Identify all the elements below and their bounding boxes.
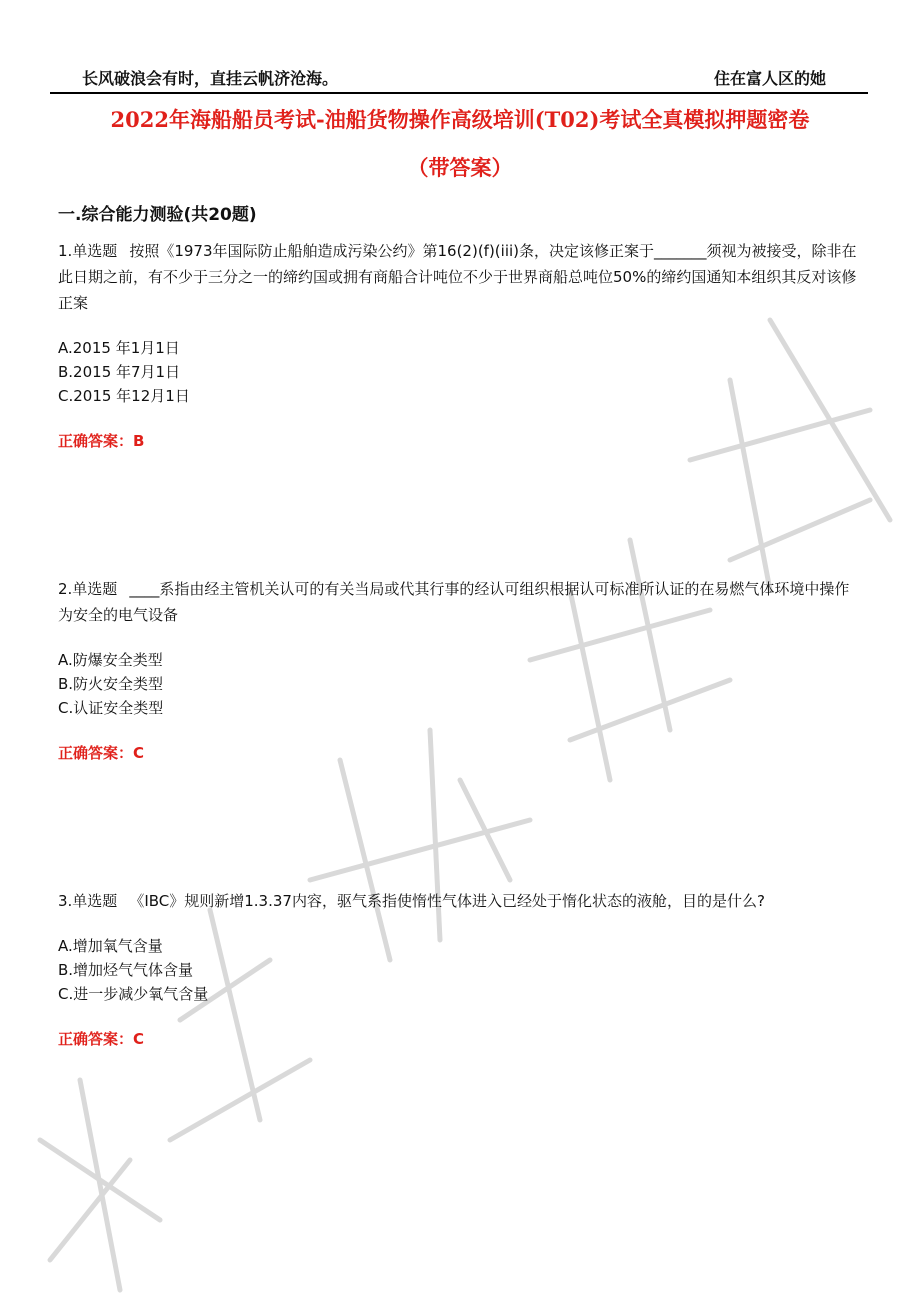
question-stem <box>58 576 864 628</box>
question-2 <box>58 576 864 766</box>
option-c: C.认证安全类型 <box>58 699 164 717</box>
answer-value: B <box>133 432 145 450</box>
section-heading: 一.综合能力测验(共20题) <box>58 205 257 225</box>
question-stem <box>58 238 864 316</box>
header-divider <box>50 92 868 94</box>
option-list <box>58 648 864 720</box>
question-number: 3.单选题 <box>58 892 118 910</box>
option-c: C.2015 年12月1日 <box>58 387 190 405</box>
question-3 <box>58 888 864 1052</box>
answer-value: C <box>133 744 145 762</box>
option-list <box>58 336 864 408</box>
answer-value: C <box>133 1030 145 1048</box>
option-b: B.2015 年7月1日 <box>58 363 181 381</box>
question-text: 按照《1973年国际防止船舶造成污染公约》第16(2)(f)(iii)条，决定该修正案于_______须视为被接受，除非在此日期之前，有不少于三分之一的缔约国或拥有商船合计吨位不少于世界商船总吨位50%的缔约国通知本组织其反对该修正案 <box>58 242 857 312</box>
option-c: C.进一步减少氧气含量 <box>58 985 209 1003</box>
option-b: B.防火安全类型 <box>58 675 164 693</box>
question-stem <box>58 888 864 914</box>
page-subtitle: （带答案） <box>407 155 513 180</box>
question-number: 1.单选题 <box>58 242 118 260</box>
correct-answer <box>58 740 864 766</box>
question-text: ____系指由经主管机关认可的有关当局或代其行事的经认可组织根据认可标准所认证的在易燃气体环境中操作为安全的电气设备 <box>58 580 850 624</box>
question-number: 2.单选题 <box>58 580 118 598</box>
correct-answer <box>58 428 864 454</box>
answer-label: 正确答案： <box>58 1030 134 1048</box>
option-b: B.增加烃气气体含量 <box>58 961 194 979</box>
answer-label: 正确答案： <box>58 744 134 762</box>
option-a: A.防爆安全类型 <box>58 651 163 669</box>
page-title: 2022年海船船员考试-油船货物操作高级培训(T02)考试全真模拟押题密卷 <box>110 107 810 132</box>
question-text: 《IBC》规则新增1.3.37内容，驱气系指使惰性气体进入已经处于惰化状态的液舱，目的是什么? <box>129 892 765 910</box>
question-1 <box>58 238 864 454</box>
header-motto: 长风破浪会有时，直挂云帆济沧海。 <box>82 69 339 88</box>
correct-answer <box>58 1026 864 1052</box>
header-author: 住在富人区的她 <box>713 69 826 88</box>
option-a: A.2015 年1月1日 <box>58 339 180 357</box>
option-list <box>58 934 864 1006</box>
answer-label: 正确答案： <box>58 432 134 450</box>
option-a: A.增加氧气含量 <box>58 937 163 955</box>
